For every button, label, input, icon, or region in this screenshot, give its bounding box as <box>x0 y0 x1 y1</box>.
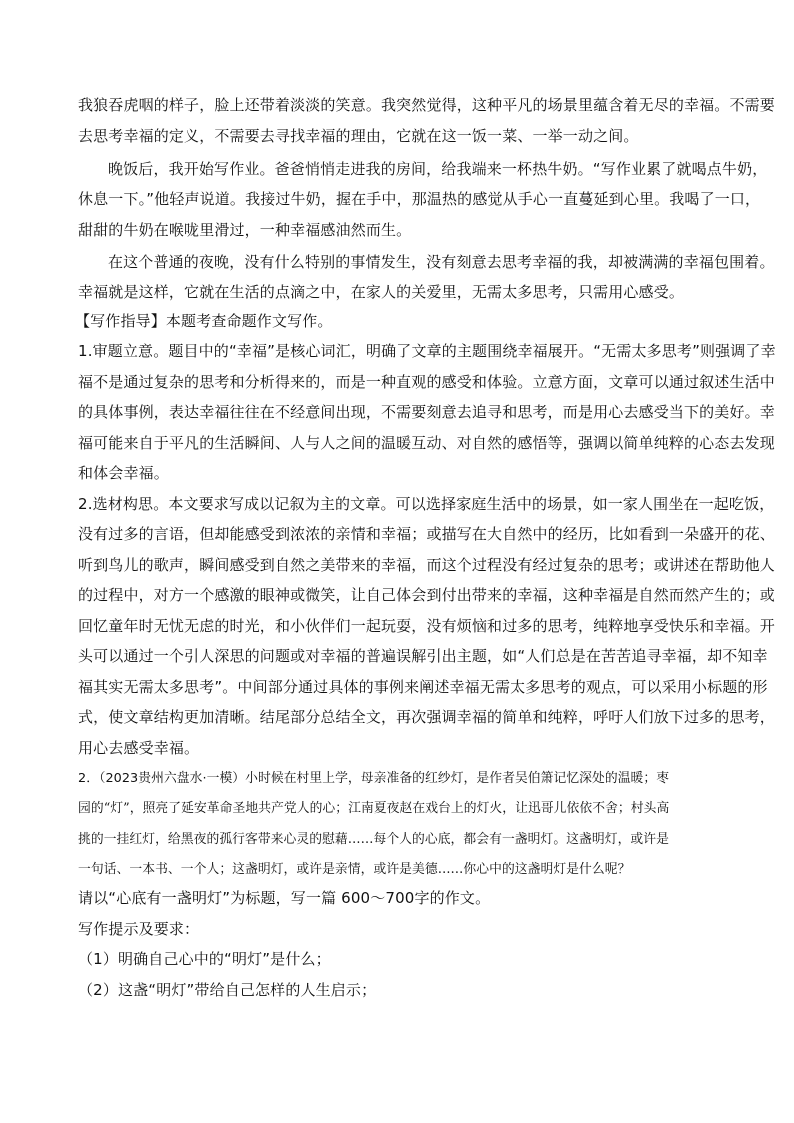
guide-heading <box>75 312 724 343</box>
essay-line: 幸福就是这样，它就在生活的点滴之中，在家人的关爱里，无需太多思考，只需用心感受。 <box>78 283 685 301</box>
guide-line: 用心去感受幸福。 <box>78 738 200 757</box>
document-page <box>75 96 776 1011</box>
guide-line: 2.选材构思。本文要求写成以记叙为主的文章。可以选择家庭生活中的场景，如一家人围坐在一起吃饭， <box>78 494 775 513</box>
guide-line: 福不是通过复杂的思考和分析得来的，而是一种直观的感受和体验。立意方面，文章可以通过叙述生活中 <box>78 372 775 391</box>
guide-line: 回忆童年时无忧无虑的时光，和小伙伴们一起玩耍，没有烦恼和过多的思考，纯粹地享受快乐和幸福。开 <box>78 616 775 635</box>
requirement-item: （2）这盏“明灯”带给自己怎样的人生启示； <box>78 980 377 999</box>
question-prompt-line: 一句话、一本书、一个人；这盏明灯，或许是亲情，或许是美德……你心中的这盏明灯是什么呢？ <box>78 862 631 877</box>
essay-line: 去思考幸福的定义，不需要去寻找幸福的理由，它就在这一饭一菜、一举一动之间。 <box>78 126 639 145</box>
guide-line: 1.审题立意。题目中的“幸福”是核心词汇，明确了文章的主题围绕幸福展开。“无需太多思考”则强调了幸 <box>78 342 776 360</box>
question-prompt-line <box>78 770 724 801</box>
guide-line: 没有过多的言语，但却能感受到浓浓的亲情和幸福；或描写在大自然中的经历，比如看到一朵盛开的花、 <box>78 525 775 543</box>
guide-line: 头可以通过一个引人深思的问题或对幸福的普遍误解引出主题，如“人们总是在苦苦追寻幸福，却不知幸 <box>78 647 768 665</box>
essay-line: 休息一下。”他轻声说道。我接过牛奶，握在手中，那温热的感觉从手心一直蔓延到心里。我喝了一口， <box>78 190 761 208</box>
question-source: 2．（2023贵州六盘水·一模） <box>78 770 246 786</box>
guide-line: 式，使文章结构更加清晰。结尾部分总结全文，再次强调幸福的简单和纯粹，呼吁人们放下过多的思考， <box>78 708 775 726</box>
guide-heading-label: 【写作指导】 <box>75 311 166 330</box>
essay-line: 晚饭后，我开始写作业。爸爸悄悄走进我的房间，给我端来一杯热牛奶。“写作业累了就喝点牛奶， <box>108 159 768 178</box>
question-prompt-text: 小时候在村里上学，母亲准备的红纱灯，是作者吴伯箫记忆深处的温暖；枣 <box>245 770 670 786</box>
guide-line: 和体会幸福。 <box>78 464 169 482</box>
essay-line: 我狼吞虎咽的样子，脸上还带着淡淡的笑意。我突然觉得，这种平凡的场景里蕴含着无尽的幸福。不需要 <box>78 96 775 114</box>
guide-heading-text: 本题考查命题作文写作。 <box>165 311 333 330</box>
question-prompt-line: 挑的一挂红灯，给黑夜的孤行客带来心灵的慰藉……每个人的心底，都会有一盏明灯。这盏明灯，或许是 <box>78 831 669 847</box>
guide-line: 福其实无需太多思考”。中间部分通过具体的事例来阐述幸福无需太多思考的观点，可以采用小标题的形 <box>78 677 768 696</box>
essay-line: 在这个普通的夜晚，没有什么特别的事情发生，没有刻意去思考幸福的我，却被满满的幸福包围着。 <box>108 252 775 271</box>
guide-line: 福可能来自于平凡的生活瞬间、人与人之间的温暖互动、对自然的感悟等，强调以简单纯粹的心态去发现 <box>78 433 775 452</box>
requirement-item: （1）明确自己心中的“明灯”是什么； <box>78 950 331 968</box>
guide-line: 的过程中，对方一个感激的眼神或微笑，让自己体会到付出带来的幸福，这种幸福是自然而然产生的；或 <box>78 586 775 604</box>
requirements-title: 写作提示及要求： <box>78 919 200 938</box>
question-task: 请以“心底有一盏明灯”为标题，写一篇 600～700字的作文。 <box>78 889 491 907</box>
question-prompt-line: 园的“灯”，照亮了延安革命圣地共产党人的心；江南夏夜赵在戏台上的灯火，让迅哥儿依依不舍；村头高 <box>78 801 670 816</box>
essay-line: 甜甜的牛奶在喉咙里滑过，一种幸福感油然而生。 <box>78 220 412 239</box>
guide-line: 听到鸟儿的歌声，瞬间感受到自然之美带来的幸福，而这个过程没有经过复杂的思考；或讲述在帮助他人 <box>78 555 775 574</box>
guide-line: 的具体事例，表达幸福往往在不经意间出现，不需要刻意去追寻和思考，而是用心去感受当下的美好。幸 <box>78 403 775 421</box>
